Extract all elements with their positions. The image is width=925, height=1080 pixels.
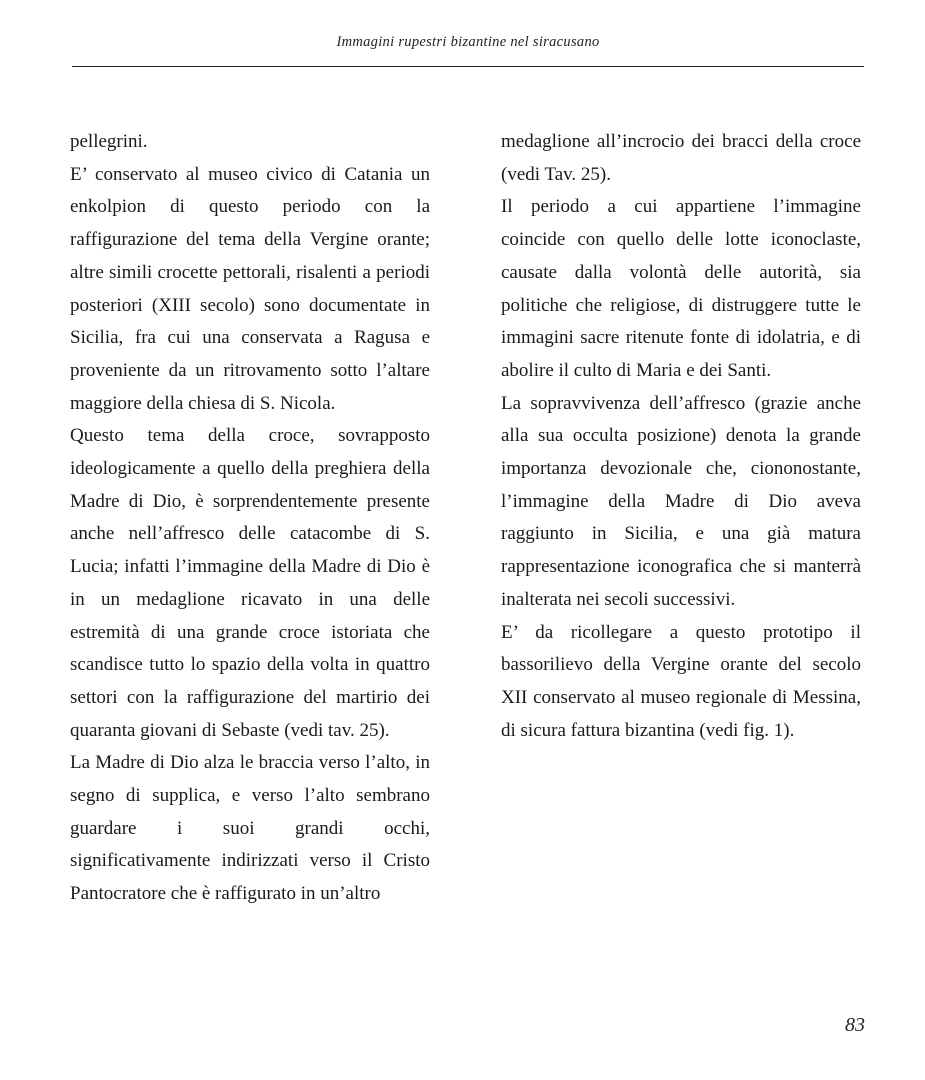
paragraph: La sopravvivenza dell’affresco (grazie anche alla sua occulta posizione) denota la grande importanza devozionale che, ciononostante, l’immagine della Madre di Dio aveva raggiunto in Sicilia, e una già matura rappresentazione iconografica che si manterrà inalterata nei secoli successivi. [501,392,861,610]
paragraph: E’ conservato al museo civico di Catania un enkolpion di questo periodo con la raffigurazione del tema della Vergine orante; altre simili crocette pettorali, risalenti a periodi posteriori (XIII secolo) sono documentate in Sicilia, fra cui una conservata a Ragusa e proveniente da un ritrovamento sotto l’altare maggiore della chiesa di S. Nicola. [70,163,430,414]
paragraph: Il periodo a cui appartiene l’immagine coincide con quello delle lotte iconoclaste, causate dalla volontà delle autorità, sia politiche che religiose, di distruggere tutte le immagini sacre ritenute fonte di idolatria, e di abolire il culto di Maria e dei Santi. [501,196,861,381]
running-header: Immagini rupestri bizantine nel siracusano [336,34,600,50]
header-rule [72,66,864,67]
paragraph: medaglione all’incrocio dei bracci della croce (vedi Tav. 25). [501,131,861,185]
page-number: 83 [845,1014,865,1036]
left-column [70,126,430,911]
paragraph: E’ da ricollegare a questo prototipo il bassorilievo della Vergine orante del secolo XII conservato al museo regionale di Messina, di sicura fattura bizantina (vedi fig. 1). [501,621,861,741]
paragraph: Questo tema della croce, sovrapposto ideologicamente a quello della preghiera della Madre di Dio, è sorprendentemente presente anche nell’affresco delle catacombe di S. Lucia; infatti l’immagine della Madre di Dio è in un medaglione ricavato in una delle estremità di una grande croce istoriata che scandisce tutto lo spazio della volta in quattro settori con la raffigurazione del martirio dei quaranta giovani di Sebaste (vedi tav. 25). [70,425,430,741]
paragraph: pellegrini. [70,131,148,152]
right-column [501,126,861,747]
paragraph: La Madre di Dio alza le braccia verso l’alto, in segno di supplica, e verso l’alto sembrano guardare i suoi grandi occhi, significativamente indirizzati verso il Cristo Pantocratore che è raffigurato in un’altro [70,752,430,905]
